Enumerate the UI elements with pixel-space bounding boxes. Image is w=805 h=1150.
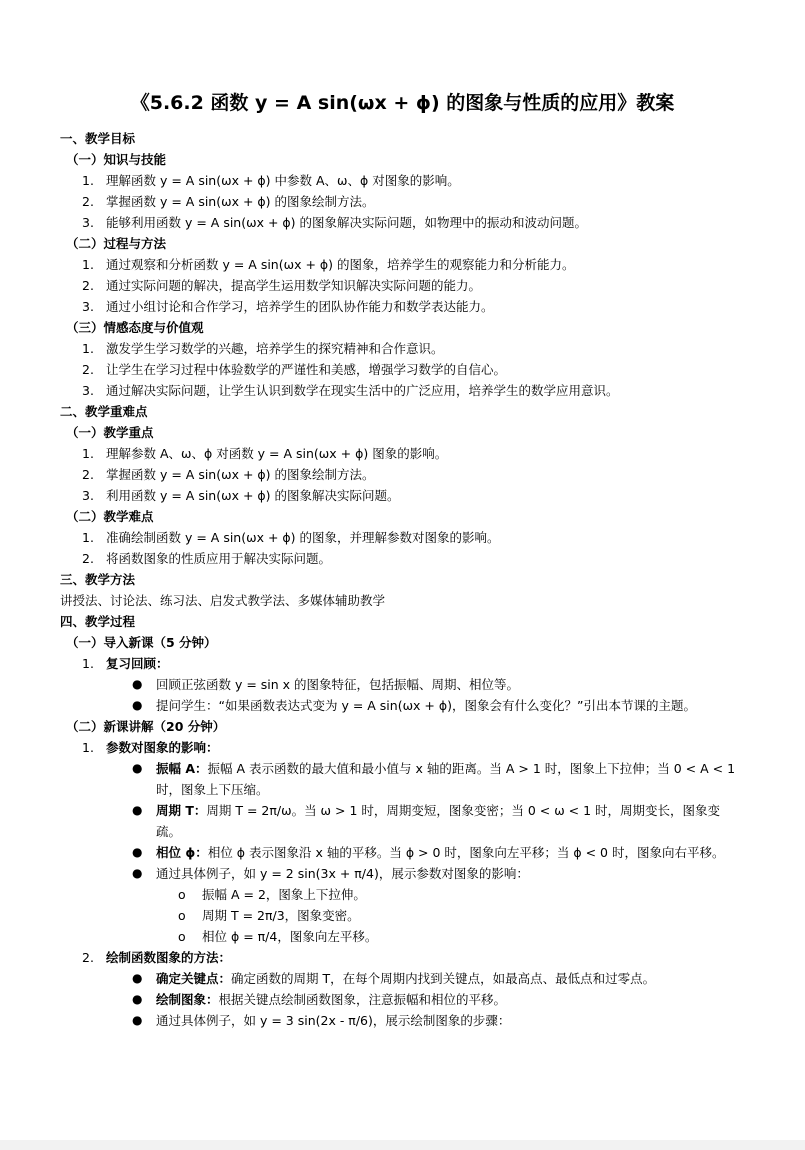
list-item: 2. 绘制函数图象的方法： bbox=[82, 950, 232, 965]
subsection-heading: （二）教学难点 bbox=[66, 509, 154, 524]
bullet-item: ● 确定关键点：确定函数的周期 T，在每个周期内找到关键点，如最高点、最低点和过零点。 bbox=[132, 971, 656, 986]
bullet-item: ● 提问学生：“如果函数表达式变为 y = A sin(ωx + ϕ)，图象会有什么变化？”引出本节课的主题。 bbox=[132, 698, 696, 713]
list-item: 1. 理解函数 y = A sin(ωx + ϕ) 中参数 A、ω、ϕ 对图象的影响。 bbox=[82, 173, 460, 188]
document-title: 《5.6.2 函数 y = A sin(ωx + ϕ) 的图象与性质的应用》教案 bbox=[130, 92, 675, 114]
list-item: 1. 理解参数 A、ω、ϕ 对函数 y = A sin(ωx + ϕ) 图象的影响。 bbox=[82, 446, 448, 461]
subsection-heading: （一）导入新课（5 分钟） bbox=[66, 635, 217, 650]
section-heading-process: 四、教学过程 bbox=[60, 614, 136, 629]
subsection-heading: （三）情感态度与价值观 bbox=[66, 320, 204, 335]
bullet-item: ● 回顾正弦函数 y = sin x 的图象特征，包括振幅、周期、相位等。 bbox=[132, 677, 520, 692]
section-heading-objectives: 一、教学目标 bbox=[60, 131, 136, 146]
list-item: 2. 掌握函数 y = A sin(ωx + ϕ) 的图象绘制方法。 bbox=[82, 194, 375, 209]
bullet-item: ● 通过具体例子，如 y = 2 sin(3x + π/4)，展示参数对图象的影响： bbox=[132, 866, 529, 881]
section-heading-key-points: 二、教学重难点 bbox=[60, 404, 148, 419]
bullet-item-phase: ● 相位 ϕ：相位 ϕ 表示图象沿 x 轴的平移。当 ϕ > 0 时，图象向左平移；当 ϕ < 0 时，图象向右平移。 bbox=[132, 845, 725, 860]
sub-bullet-item: o 振幅 A = 2，图象上下拉伸。 bbox=[178, 887, 366, 902]
bullet-item-amplitude: ● 振幅 A：振幅 A 表示函数的最大值和最小值与 x 轴的距离。当 A > 1 时，图象上下拉伸；当 0 < A < 1 时，图象上下压缩。 bbox=[132, 761, 736, 797]
list-item: 1. 准确绘制函数 y = A sin(ωx + ϕ) 的图象，并理解参数对图象的影响。 bbox=[82, 530, 500, 545]
list-item: 3. 能够利用函数 y = A sin(ωx + ϕ) 的图象解决实际问题，如物理中的振动和波动问题。 bbox=[82, 215, 587, 230]
subsection-heading: （二）新课讲解（20 分钟） bbox=[66, 719, 226, 734]
bullet-item: ● 绘制图象：根据关键点绘制函数图象，注意振幅和相位的平移。 bbox=[132, 992, 507, 1007]
methods-text: 讲授法、讨论法、练习法、启发式教学法、多媒体辅助教学 bbox=[60, 593, 386, 608]
list-item: 2. 掌握函数 y = A sin(ωx + ϕ) 的图象绘制方法。 bbox=[82, 467, 375, 482]
list-item: 3. 通过小组讨论和合作学习，培养学生的团队协作能力和数学表达能力。 bbox=[82, 299, 494, 314]
subsection-heading: （一）知识与技能 bbox=[66, 152, 167, 167]
list-item: 1. 通过观察和分析函数 y = A sin(ωx + ϕ) 的图象，培养学生的观察能力和分析能力。 bbox=[82, 257, 575, 272]
subsection-heading: （一）教学重点 bbox=[66, 425, 154, 440]
list-item: 2. 让学生在学习过程中体验数学的严谨性和美感，增强学习数学的自信心。 bbox=[82, 362, 507, 377]
bullet-item: ● 通过具体例子，如 y = 3 sin(2x - π/6)，展示绘制图象的步骤： bbox=[132, 1013, 511, 1028]
list-item: 2. 将函数图象的性质应用于解决实际问题。 bbox=[82, 551, 332, 566]
bullet-item-period: ● 周期 T：周期 T = 2π/ω。当 ω > 1 时，周期变短，图象变密；当 0 < ω < 1 时，周期变长，图象变疏。 bbox=[132, 803, 721, 839]
list-item: 3. 利用函数 y = A sin(ωx + ϕ) 的图象解决实际问题。 bbox=[82, 488, 400, 503]
section-heading-methods: 三、教学方法 bbox=[60, 572, 136, 587]
list-item: 1. 复习回顾： bbox=[82, 656, 169, 671]
list-item: 2. 通过实际问题的解决，提高学生运用数学知识解决实际问题的能力。 bbox=[82, 278, 482, 293]
sub-bullet-item: o 相位 ϕ = π/4，图象向左平移。 bbox=[178, 929, 378, 944]
sub-bullet-item: o 周期 T = 2π/3，图象变密。 bbox=[178, 908, 360, 923]
list-item: 1. 激发学生学习数学的兴趣，培养学生的探究精神和合作意识。 bbox=[82, 341, 444, 356]
list-item: 3. 通过解决实际问题，让学生认识到数学在现实生活中的广泛应用，培养学生的数学应用意识。 bbox=[82, 383, 619, 398]
list-item: 1. 参数对图象的影响： bbox=[82, 740, 219, 755]
subsection-heading: （二）过程与方法 bbox=[66, 236, 167, 251]
